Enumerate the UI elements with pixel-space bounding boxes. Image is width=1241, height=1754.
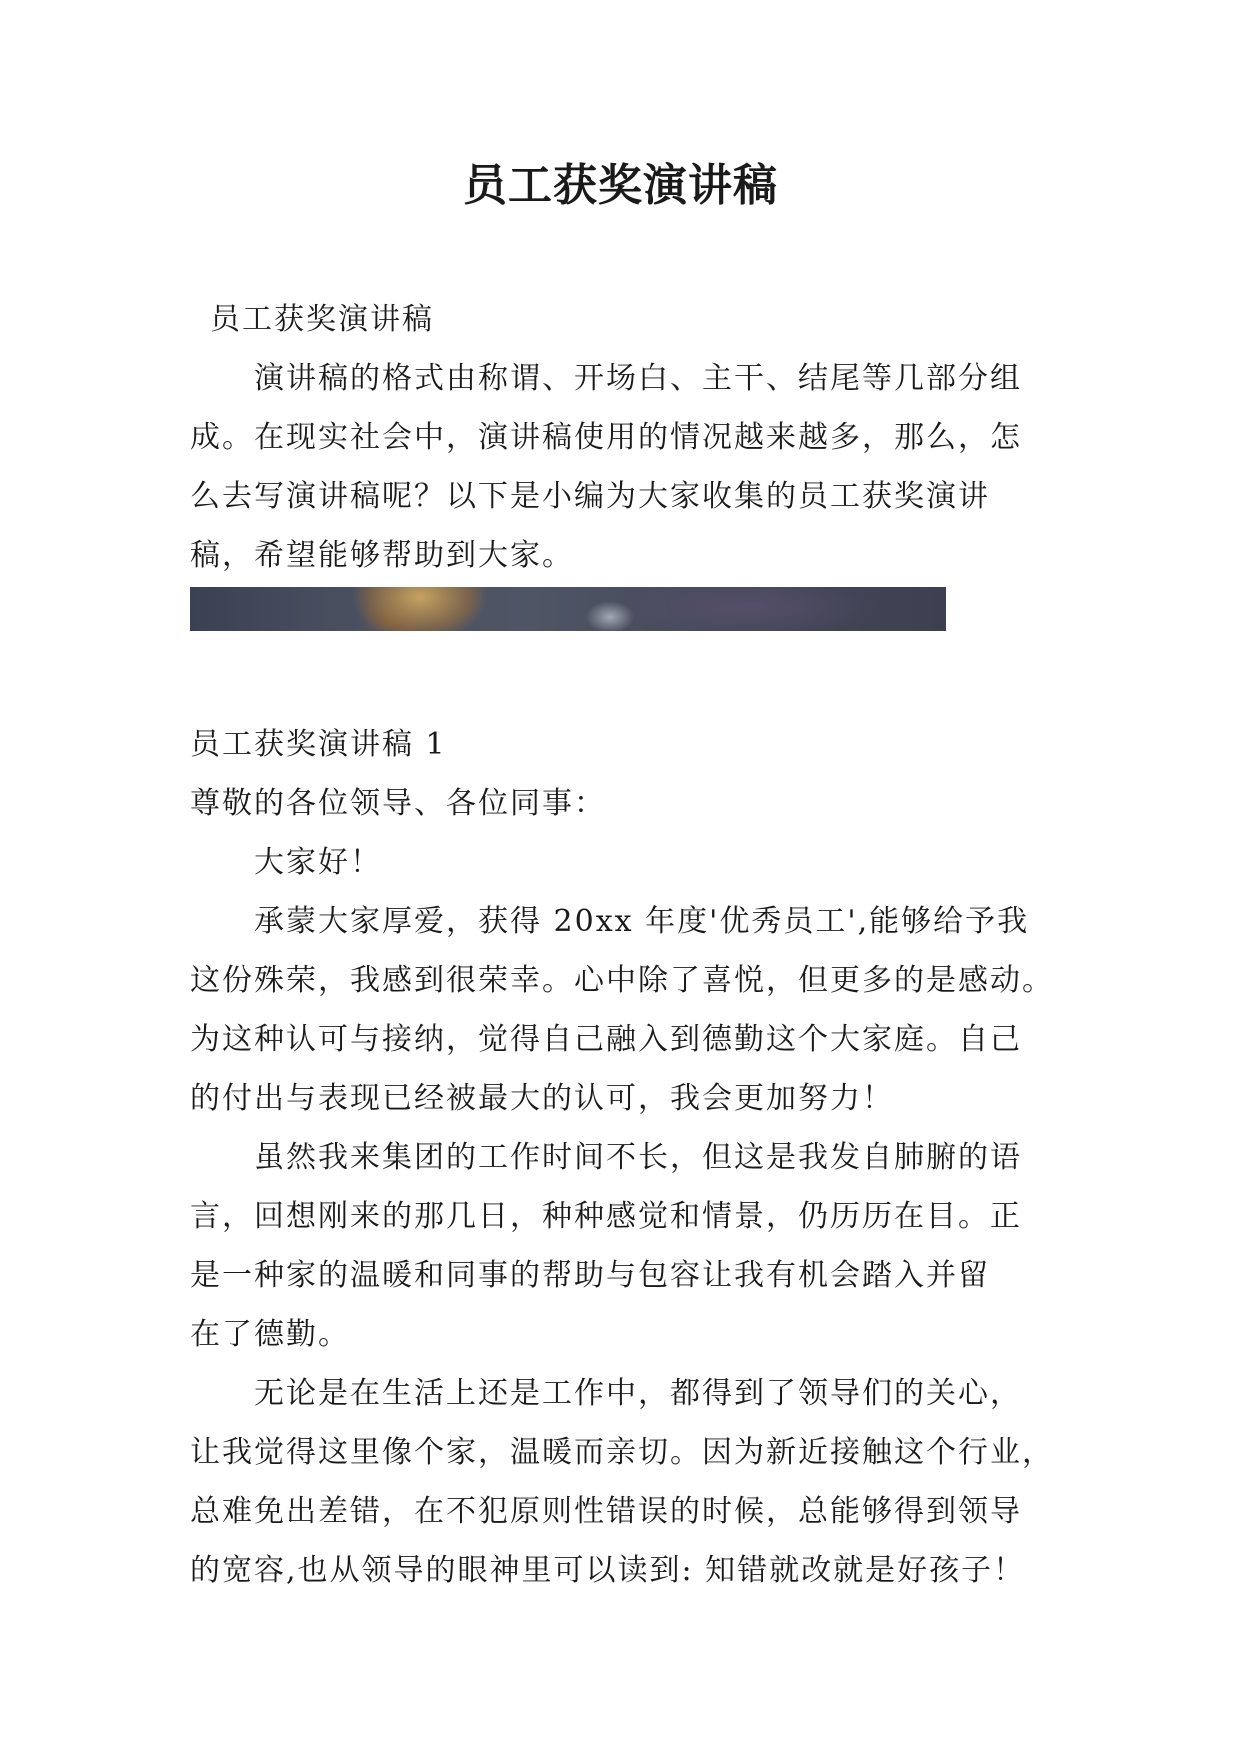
paragraph-line: 言，回想刚来的那几日，种种感觉和情景，仍历历在目。正 <box>190 1199 1022 1234</box>
paragraph-line: 承蒙大家厚爱，获得 20xx 年度'优秀员工',能够给予我 <box>254 904 1030 939</box>
paragraph-line: 的宽容,也从领导的眼神里可以读到: 知错就改就是好孩子！ <box>190 1553 1026 1588</box>
intro-line: 成。在现实社会中，演讲稿使用的情况越来越多，那么，怎 <box>190 420 1022 455</box>
paragraph-line: 无论是在生活上还是工作中，都得到了领导们的关心， <box>254 1376 1022 1411</box>
paragraph-line: 让我觉得这里像个家，温暖而亲切。因为新近接触这个行业， <box>190 1435 1054 1470</box>
greeting: 大家好！ <box>254 845 382 880</box>
paragraph-line: 为这种认可与接纳，觉得自己融入到德勤这个大家庭。自己 <box>190 1022 1022 1057</box>
document-body <box>190 290 1068 1600</box>
salutation: 尊敬的各位领导、各位同事： <box>190 786 606 821</box>
intro-line: 么去写演讲稿呢？以下是小编为大家收集的员工获奖演讲 <box>190 479 990 514</box>
intro-line: 演讲稿的格式由称谓、开场白、主干、结尾等几部分组 <box>254 361 1022 396</box>
paragraph-line: 虽然我来集团的工作时间不长，但这是我发自肺腑的语 <box>254 1140 1022 1175</box>
paragraph-line: 这份殊荣，我感到很荣幸。心中除了喜悦，但更多的是感动。 <box>190 963 1054 998</box>
paragraph-line: 总难免出差错，在不犯原则性错误的时候，总能够得到领导 <box>190 1494 1022 1529</box>
paragraph-line: 的付出与表现已经被最大的认可，我会更加努力！ <box>190 1081 894 1116</box>
intro-line: 稿，希望能够帮助到大家。 <box>190 538 574 573</box>
section-heading: 员工获奖演讲稿 1 <box>190 727 447 762</box>
paragraph-line: 在了德勤。 <box>190 1317 350 1352</box>
document-title: 员工获奖演讲稿 <box>463 160 778 211</box>
paragraph-line: 是一种家的温暖和同事的帮助与包容让我有机会踏入并留 <box>190 1258 990 1293</box>
banner-image <box>190 587 946 631</box>
document-subtitle: 员工获奖演讲稿 <box>210 302 434 337</box>
